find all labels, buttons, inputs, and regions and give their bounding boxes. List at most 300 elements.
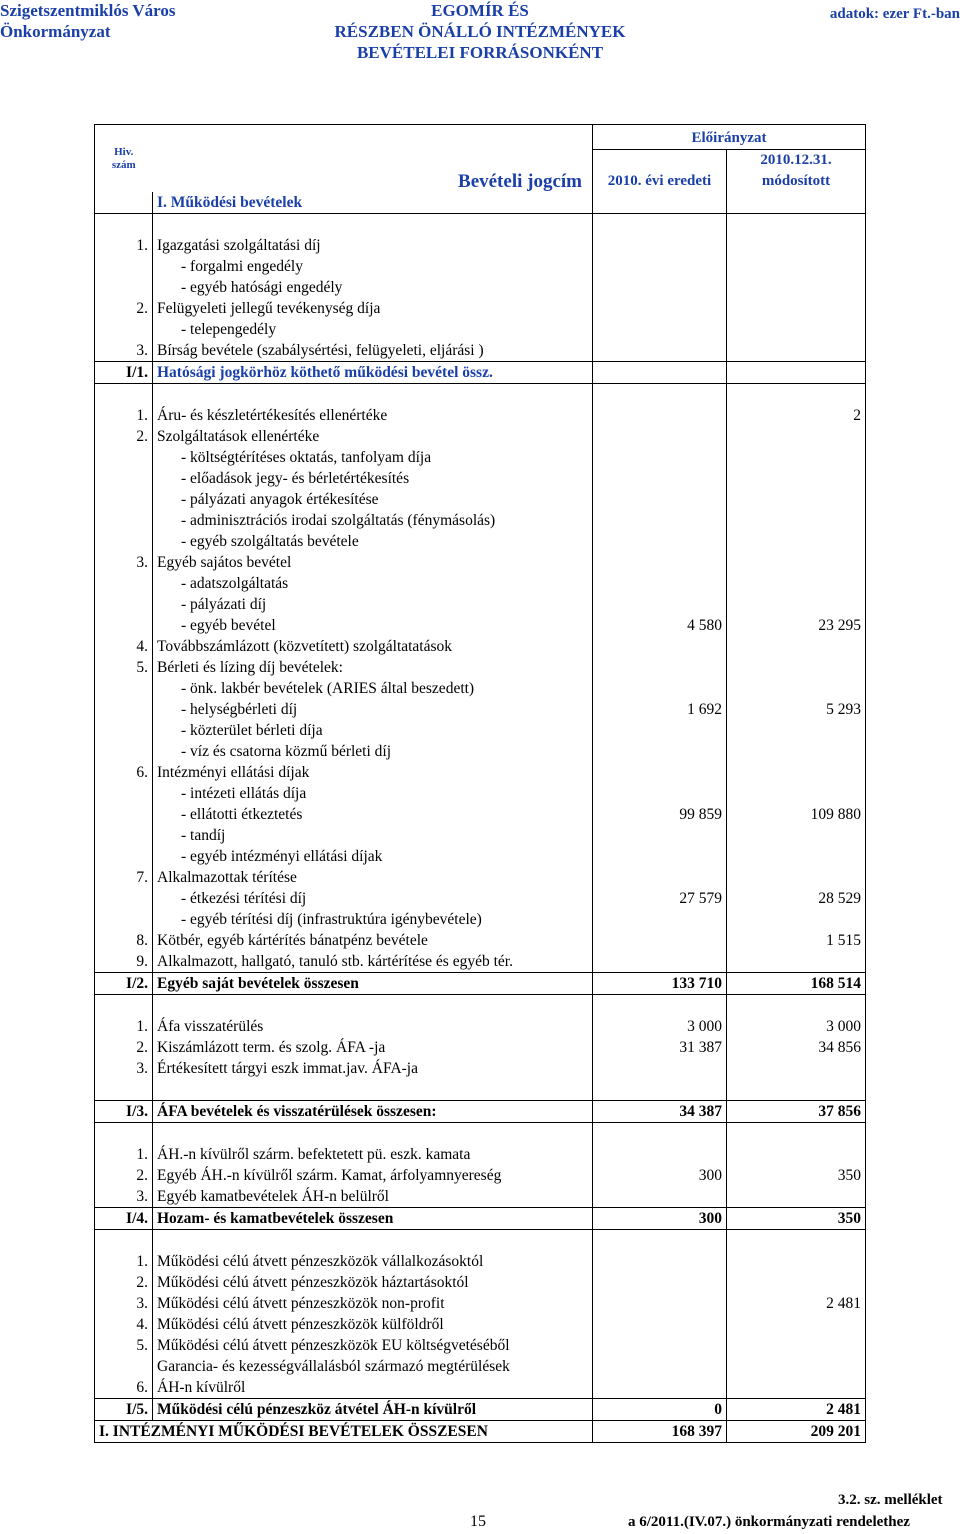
table-row	[95, 298, 866, 319]
table-row	[95, 1101, 866, 1123]
row-number: 6.	[95, 1377, 153, 1399]
row-original-value: 4 580	[593, 615, 727, 636]
row-description: - tandíj	[153, 825, 593, 846]
row-number	[95, 277, 153, 298]
table-row	[95, 973, 866, 995]
row-original-value	[593, 657, 727, 678]
row-number	[95, 214, 153, 236]
eloiranyzat-header: Előirányzat	[593, 125, 866, 150]
row-number	[95, 319, 153, 340]
row-number: 8.	[95, 930, 153, 951]
row-description: - előadások jegy- és bérletértékesítés	[153, 468, 593, 489]
row-number: 1.	[95, 1251, 153, 1272]
table-row	[95, 277, 866, 298]
row-original-value	[593, 930, 727, 951]
row-description	[153, 995, 593, 1017]
row-original-value	[593, 1186, 727, 1208]
row-original-value	[593, 909, 727, 930]
row-number: 9.	[95, 951, 153, 973]
row-modified-value	[727, 1058, 866, 1079]
row-description: Egyéb sajátos bevétel	[153, 552, 593, 573]
row-number	[95, 384, 153, 406]
title-line-1: EGOMÍR ÉS	[431, 1, 529, 20]
row-original-value	[593, 277, 727, 298]
row-description: Kötbér, egyéb kártérítés bánatpénz bevétele	[153, 930, 593, 951]
mod-header-line-1: 2010.12.31.	[727, 150, 866, 172]
row-original-value	[593, 951, 727, 973]
row-modified-value	[727, 995, 866, 1017]
row-number	[95, 468, 153, 489]
row-description: - telepengedély	[153, 319, 593, 340]
row-number	[95, 825, 153, 846]
row-number: 3.	[95, 1293, 153, 1314]
row-original-value	[593, 783, 727, 804]
row-number	[95, 783, 153, 804]
row-original-value	[593, 319, 727, 340]
table-row	[95, 426, 866, 447]
table-row	[95, 362, 866, 384]
table-row	[95, 615, 866, 636]
row-description: - önk. lakbér bevételek (ARIES által beszedett)	[153, 678, 593, 699]
table-row	[95, 489, 866, 510]
row-original-value	[593, 405, 727, 426]
row-number	[95, 510, 153, 531]
table-row	[95, 447, 866, 468]
row-description: - pályázati anyagok értékesítése	[153, 489, 593, 510]
row-modified-value	[727, 340, 866, 362]
row-modified-value	[727, 192, 866, 214]
row-original-value	[593, 1079, 727, 1101]
row-original-value	[593, 720, 727, 741]
row-original-value	[593, 573, 727, 594]
jogcim-label: Bevételi jogcím	[458, 171, 582, 192]
table-row	[95, 405, 866, 426]
row-modified-value	[727, 489, 866, 510]
row-number	[95, 1356, 153, 1377]
table-row	[95, 319, 866, 340]
table-row	[95, 1165, 866, 1186]
row-number: 1.	[95, 1016, 153, 1037]
title-line-2: RÉSZBEN ÖNÁLLÓ INTÉZMÉNYEK	[334, 22, 626, 41]
row-modified-value: 168 514	[727, 973, 866, 995]
table-row	[95, 741, 866, 762]
row-original-value: 99 859	[593, 804, 727, 825]
row-number: 3.	[95, 552, 153, 573]
row-description: Kiszámlázott term. és szolg. ÁFA -ja	[153, 1037, 593, 1058]
row-description: I. INTÉZMÉNYI MŰKÖDÉSI BEVÉTELEK ÖSSZESEN	[95, 1421, 593, 1443]
table-row	[95, 531, 866, 552]
jogcim-header	[153, 125, 593, 193]
row-modified-value: 23 295	[727, 615, 866, 636]
row-number	[95, 256, 153, 277]
row-modified-value	[727, 741, 866, 762]
row-modified-value: 5 293	[727, 699, 866, 720]
row-number: 2.	[95, 1165, 153, 1186]
row-original-value	[593, 1058, 727, 1079]
row-modified-value: 2	[727, 405, 866, 426]
row-number: 2.	[95, 1037, 153, 1058]
row-description	[153, 214, 593, 236]
row-original-value	[593, 214, 727, 236]
row-modified-value	[727, 636, 866, 657]
row-modified-value	[727, 384, 866, 406]
revenue-table	[94, 124, 866, 1443]
row-modified-value	[727, 1251, 866, 1272]
row-description: - közterület bérleti díja	[153, 720, 593, 741]
row-modified-value: 3 000	[727, 1016, 866, 1037]
row-description: - intézeti ellátás díja	[153, 783, 593, 804]
row-modified-value: 28 529	[727, 888, 866, 909]
row-description: I. Működési bevételek	[153, 192, 593, 214]
orig-label: 2010. évi eredeti	[607, 173, 712, 189]
row-number: 1.	[95, 235, 153, 256]
units-note: adatok: ezer Ft.-ban	[829, 6, 960, 22]
table-row	[95, 1058, 866, 1079]
row-number	[95, 804, 153, 825]
row-original-value: 300	[593, 1165, 727, 1186]
organization-line-2: Önkormányzat	[0, 22, 111, 41]
row-original-value	[593, 1314, 727, 1335]
decree-label: a 6/2011.(IV.07.) önkormányzati rendelethez	[628, 1514, 910, 1530]
row-modified-value	[727, 1079, 866, 1101]
szam-label: szám	[111, 158, 136, 171]
row-original-value	[593, 552, 727, 573]
row-modified-value	[727, 1123, 866, 1145]
row-modified-value	[727, 1272, 866, 1293]
row-modified-value	[727, 1144, 866, 1165]
row-description: - egyéb térítési díj (infrastruktúra igénybevétele)	[153, 909, 593, 930]
row-description: - víz és csatorna közmű bérleti díj	[153, 741, 593, 762]
row-modified-value	[727, 510, 866, 531]
row-modified-value	[727, 1314, 866, 1335]
row-original-value	[593, 426, 727, 447]
table-row	[95, 573, 866, 594]
title-line-3: BEVÉTELEI FORRÁSONKÉNT	[356, 43, 604, 62]
row-number: 2.	[95, 426, 153, 447]
row-description: - helységbérleti díj	[153, 699, 593, 720]
row-modified-value	[727, 426, 866, 447]
row-description: Továbbszámlázott (közvetített) szolgáltatatások	[153, 636, 593, 657]
row-modified-value: 2 481	[727, 1399, 866, 1421]
row-original-value	[593, 1272, 727, 1293]
table-row	[95, 1079, 866, 1101]
table-row	[95, 1037, 866, 1058]
row-original-value	[593, 867, 727, 888]
row-modified-value: 1 515	[727, 930, 866, 951]
row-original-value	[593, 1293, 727, 1314]
row-number: 4.	[95, 636, 153, 657]
row-description: Áfa visszatérülés	[153, 1016, 593, 1037]
table-row	[95, 594, 866, 615]
row-modified-value: 34 856	[727, 1037, 866, 1058]
row-number: I/2.	[95, 973, 153, 995]
row-description: Egyéb ÁH.-n kívülről szárm. Kamat, árfolyamnyereség	[153, 1165, 593, 1186]
row-description: Működési célú átvett pénzeszközök non-profit	[153, 1293, 593, 1314]
table-row	[95, 510, 866, 531]
table-row	[95, 1272, 866, 1293]
table-row	[95, 846, 866, 867]
row-number	[95, 594, 153, 615]
row-modified-value	[727, 867, 866, 888]
table-row	[95, 384, 866, 406]
row-description: - ellátotti étkeztetés	[153, 804, 593, 825]
row-original-value: 27 579	[593, 888, 727, 909]
row-original-value	[593, 636, 727, 657]
row-modified-value	[727, 657, 866, 678]
row-number	[95, 1123, 153, 1145]
row-number: 1.	[95, 1144, 153, 1165]
row-description: Bírság bevétele (szabálysértési, felügyeleti, eljárási )	[153, 340, 593, 362]
row-number	[95, 1079, 153, 1101]
document-title	[0, 0, 960, 63]
row-number	[95, 1230, 153, 1252]
row-description: - pályázati díj	[153, 594, 593, 615]
row-description: Áru- és készletértékesítés ellenértéke	[153, 405, 593, 426]
row-original-value	[593, 1251, 727, 1272]
row-modified-value: 350	[727, 1165, 866, 1186]
table-row	[95, 888, 866, 909]
table-row	[95, 636, 866, 657]
table-row	[95, 783, 866, 804]
row-original-value	[593, 489, 727, 510]
table-row	[95, 1144, 866, 1165]
row-modified-value	[727, 720, 866, 741]
hiv-label: Hiv.	[114, 145, 134, 158]
row-number: I/4.	[95, 1208, 153, 1230]
table-row	[95, 256, 866, 277]
table-row	[95, 678, 866, 699]
row-original-value	[593, 192, 727, 214]
row-original-value	[593, 762, 727, 783]
row-original-value: 133 710	[593, 973, 727, 995]
table-row	[95, 1335, 866, 1356]
table-row	[95, 214, 866, 236]
row-number	[95, 888, 153, 909]
row-original-value	[593, 1377, 727, 1399]
row-description: ÁH.-n kívülről szárm. befektetett pü. eszk. kamata	[153, 1144, 593, 1165]
table-row	[95, 1230, 866, 1252]
row-number: 6.	[95, 762, 153, 783]
row-modified-value	[727, 256, 866, 277]
row-number: I/5.	[95, 1399, 153, 1421]
row-description: Alkalmazottak térítése	[153, 867, 593, 888]
row-modified-value: 209 201	[727, 1421, 866, 1443]
row-original-value	[593, 531, 727, 552]
row-modified-value	[727, 531, 866, 552]
row-modified-value	[727, 298, 866, 319]
row-number	[95, 615, 153, 636]
row-number: 2.	[95, 298, 153, 319]
table-row	[95, 951, 866, 973]
row-description: Bérleti és lízing díj bevételek:	[153, 657, 593, 678]
row-modified-value	[727, 678, 866, 699]
table-row	[95, 995, 866, 1017]
table-row	[95, 657, 866, 678]
row-number: 2.	[95, 1272, 153, 1293]
row-description: - forgalmi engedély	[153, 256, 593, 277]
row-number	[95, 192, 153, 214]
row-original-value	[593, 235, 727, 256]
row-original-value	[593, 340, 727, 362]
row-description	[153, 384, 593, 406]
row-description: Értékesített tárgyi eszk immat.jav. ÁFA-ja	[153, 1058, 593, 1079]
row-number: 3.	[95, 1186, 153, 1208]
table-row	[95, 468, 866, 489]
row-modified-value	[727, 594, 866, 615]
row-number	[95, 489, 153, 510]
row-description	[153, 1079, 593, 1101]
row-modified-value	[727, 319, 866, 340]
row-modified-value	[727, 1356, 866, 1377]
table-row	[95, 192, 866, 214]
row-modified-value	[727, 762, 866, 783]
row-description: Igazgatási szolgáltatási díj	[153, 235, 593, 256]
row-original-value	[593, 825, 727, 846]
table-row	[95, 1421, 866, 1443]
organization-line-1: Szigetszentmiklós Város	[0, 1, 176, 20]
row-original-value	[593, 678, 727, 699]
row-modified-value	[727, 1186, 866, 1208]
row-description: - étkezési térítési díj	[153, 888, 593, 909]
table-row	[95, 1186, 866, 1208]
row-original-value	[593, 594, 727, 615]
row-number	[95, 741, 153, 762]
row-description: Intézményi ellátási díjak	[153, 762, 593, 783]
row-description: Szolgáltatások ellenértéke	[153, 426, 593, 447]
row-description: - egyéb intézményi ellátási díjak	[153, 846, 593, 867]
row-original-value	[593, 447, 727, 468]
row-original-value	[593, 846, 727, 867]
row-description: - egyéb bevétel	[153, 615, 593, 636]
row-description	[153, 1123, 593, 1145]
table-row	[95, 909, 866, 930]
row-modified-value	[727, 573, 866, 594]
table-row	[95, 1314, 866, 1335]
table-row	[95, 825, 866, 846]
row-description: Hatósági jogkörhöz köthető működési bevétel össz.	[153, 362, 593, 384]
table-row	[95, 1293, 866, 1314]
row-number	[95, 531, 153, 552]
row-description: - adminisztrációs irodai szolgáltatás (fénymásolás)	[153, 510, 593, 531]
row-original-value	[593, 995, 727, 1017]
row-original-value	[593, 1356, 727, 1377]
table-row	[95, 340, 866, 362]
mod-header-line-2: módosított	[727, 171, 866, 192]
row-description: Garancia- és kezességvállalásból származó megtérülések	[153, 1356, 593, 1377]
row-modified-value: 2 481	[727, 1293, 866, 1314]
table-body	[95, 192, 866, 1443]
row-number: 1.	[95, 405, 153, 426]
row-original-value	[593, 384, 727, 406]
row-modified-value	[727, 951, 866, 973]
row-number: 7.	[95, 867, 153, 888]
row-description: Működési célú átvett pénzeszközök háztartásoktól	[153, 1272, 593, 1293]
row-modified-value	[727, 552, 866, 573]
table-row	[95, 1356, 866, 1377]
row-original-value	[593, 468, 727, 489]
table-row	[95, 804, 866, 825]
row-description: Felügyeleti jellegű tevékenység díja	[153, 298, 593, 319]
row-description: Egyéb saját bevételek összesen	[153, 973, 593, 995]
table-row	[95, 699, 866, 720]
row-original-value	[593, 256, 727, 277]
row-modified-value	[727, 468, 866, 489]
row-description: Működési célú pénzeszköz átvétel ÁH-n kívülről	[153, 1399, 593, 1421]
row-modified-value	[727, 1230, 866, 1252]
table-head-row-1	[95, 125, 866, 150]
row-original-value	[593, 1123, 727, 1145]
row-number: 5.	[95, 1335, 153, 1356]
row-description: Hozam- és kamatbevételek összesen	[153, 1208, 593, 1230]
row-original-value: 34 387	[593, 1101, 727, 1123]
row-modified-value	[727, 1377, 866, 1399]
row-number: I/1.	[95, 362, 153, 384]
row-original-value	[593, 1144, 727, 1165]
row-original-value	[593, 362, 727, 384]
row-number	[95, 995, 153, 1017]
table-row	[95, 1208, 866, 1230]
row-original-value	[593, 741, 727, 762]
row-modified-value	[727, 909, 866, 930]
row-original-value: 300	[593, 1208, 727, 1230]
row-original-value: 0	[593, 1399, 727, 1421]
row-original-value: 31 387	[593, 1037, 727, 1058]
row-number	[95, 909, 153, 930]
row-modified-value	[727, 825, 866, 846]
row-modified-value: 109 880	[727, 804, 866, 825]
table-row	[95, 1123, 866, 1145]
row-description: Működési célú átvett pénzeszközök EU költségvetéséből	[153, 1335, 593, 1356]
row-modified-value	[727, 235, 866, 256]
row-description: Működési célú átvett pénzeszközök vállalkozásoktól	[153, 1251, 593, 1272]
row-modified-value	[727, 783, 866, 804]
row-description: Egyéb kamatbevételek ÁH-n belülről	[153, 1186, 593, 1208]
table-row	[95, 1377, 866, 1399]
row-number	[95, 447, 153, 468]
table-row	[95, 552, 866, 573]
page-number: 15	[470, 1513, 486, 1530]
row-modified-value: 37 856	[727, 1101, 866, 1123]
table-row	[95, 1016, 866, 1037]
row-original-value: 1 692	[593, 699, 727, 720]
row-description: ÁH-n kívülről	[153, 1377, 593, 1399]
row-original-value: 168 397	[593, 1421, 727, 1443]
row-number: I/3.	[95, 1101, 153, 1123]
row-description: - egyéb hatósági engedély	[153, 277, 593, 298]
table-row	[95, 1251, 866, 1272]
row-modified-value	[727, 214, 866, 236]
table-row	[95, 762, 866, 783]
table-row	[95, 1399, 866, 1421]
row-original-value	[593, 1335, 727, 1356]
row-modified-value	[727, 846, 866, 867]
annex-label: 3.2. sz. melléklet	[838, 1492, 943, 1508]
hiv-szam-header	[95, 125, 153, 193]
row-number	[95, 699, 153, 720]
row-description: - költségtérítéses oktatás, tanfolyam díja	[153, 447, 593, 468]
row-original-value	[593, 1230, 727, 1252]
row-number: 3.	[95, 340, 153, 362]
row-modified-value	[727, 277, 866, 298]
table-row	[95, 720, 866, 741]
row-modified-value	[727, 1335, 866, 1356]
row-number	[95, 720, 153, 741]
table-row	[95, 930, 866, 951]
table-row	[95, 867, 866, 888]
row-description: ÁFA bevételek és visszatérülések összesen:	[153, 1101, 593, 1123]
row-original-value	[593, 298, 727, 319]
row-number: 3.	[95, 1058, 153, 1079]
